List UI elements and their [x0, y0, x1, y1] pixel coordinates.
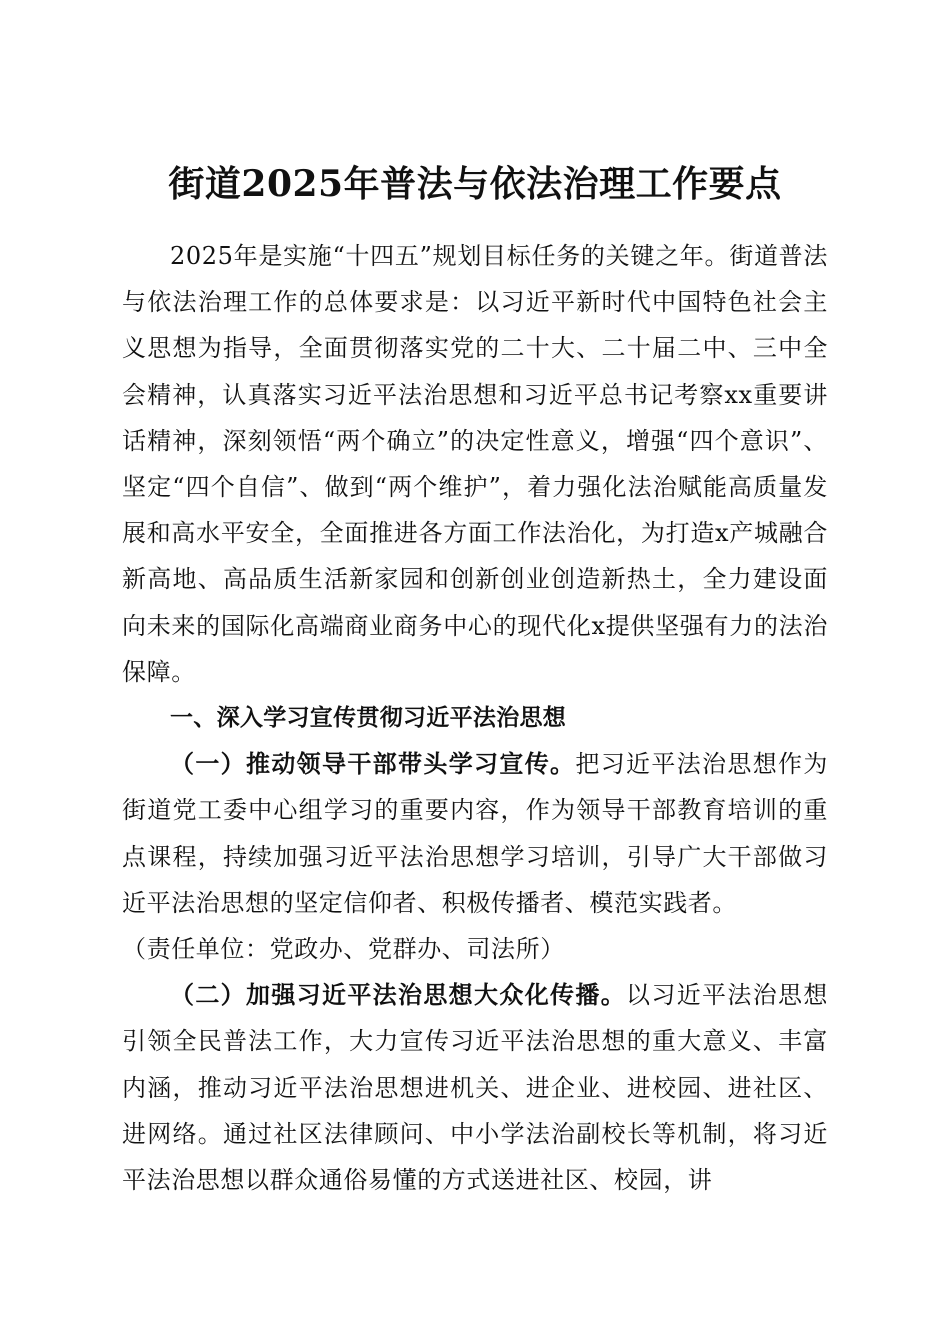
item-lead-2: （二）加强习近平法治思想大众化传播。 [170, 980, 627, 1010]
item-lead-1: （一）推动领导干部带头学习宣传。 [170, 749, 576, 779]
section-heading-1: 一、深入学习宣传贯彻习近平法治思想 [170, 705, 567, 732]
item-paragraph-2 [122, 972, 828, 1203]
item-paragraph-1 [122, 741, 828, 972]
document-body [122, 233, 828, 1203]
document-title: 街道2025年普法与依法治理工作要点 [168, 163, 782, 206]
item-text-2: 以习近平法治思想引领全民普法工作，大力宣传习近平法治思想的重大意义、丰富内涵，推动习近平法治思想进机关、进企业、进校园、进社区、进网络。通过社区法律顾问、中小学法治副校长等机制，将习近平法治思想以群众通俗易懂的方式送进社区、校园，讲 [122, 981, 828, 1195]
item-text-1: 把习近平法治思想作为街道党工委中心组学习的重要内容，作为领导干部教育培训的重点课程，持续加强习近平法治思想学习培训，引导广大干部做习近平法治思想的坚定信仰者、积极传播者、模范实践者。 [122, 750, 828, 917]
intro-paragraph: 2025年是实施“十四五”规划目标任务的关键之年。街道普法与依法治理工作的总体要求是：以习近平新时代中国特色社会主义思想为指导，全面贯彻落实党的二十大、二十届二中、三中全会精神，认真落实习近平法治思想和习近平总书记考察xx重要讲话精神，深刻领悟“两个确立”的决定性意义，增强“四个意识”、坚定“四个自信”、做到“两个维护”，着力强化法治赋能高质量发展和高水平安全，全面推进各方面工作法治化，为打造x产城融合新高地、高品质生活新家园和创新创业创造新热土，全力建设面向未来的国际化高端商业商务中心的现代化x提供坚强有力的法治保障。 [122, 242, 828, 686]
item-responsible-1: （责任单位：党政办、党群办、司法所） [122, 935, 565, 964]
